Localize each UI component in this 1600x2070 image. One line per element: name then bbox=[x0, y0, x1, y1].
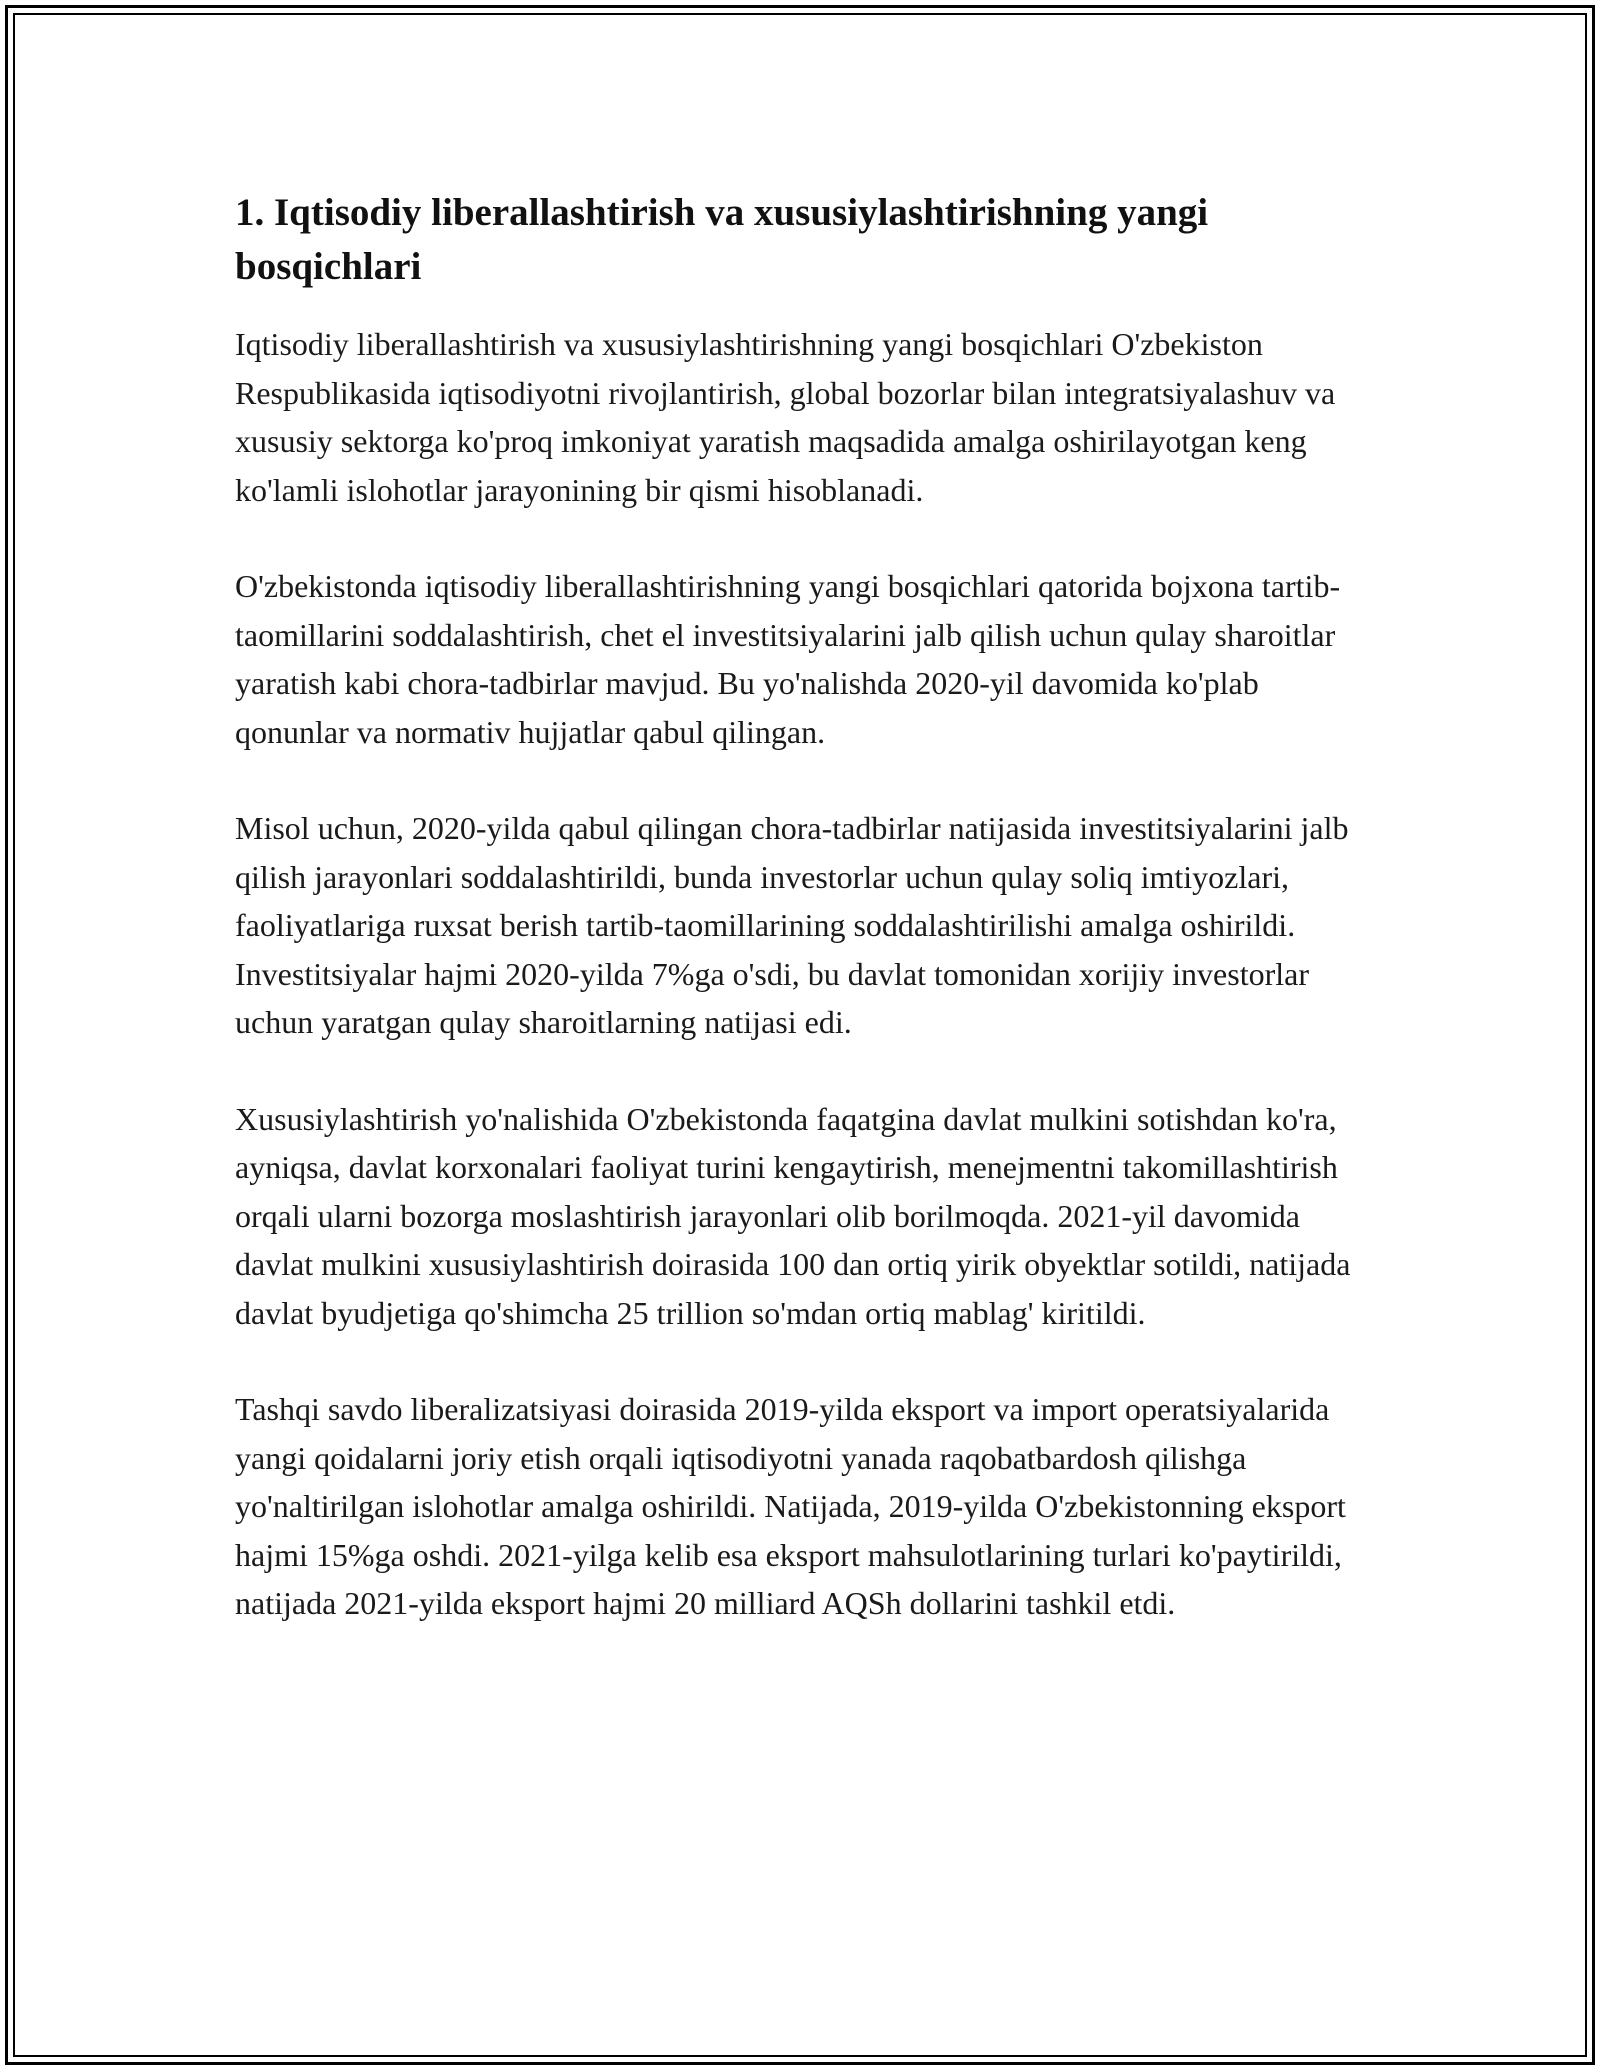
paragraph-new-stages: O'zbekistonda iqtisodiy liberallashtirishning yangi bosqichlari qatorida bojxona tartib-taomillarini soddalashtirish, chet el investitsiyalarini jalb qilish uchun qulay sharoitlar yaratish kabi chora-tadbirlar mavjud. Bu yo'nalishda 2020-yil davomida ko'plab qonunlar va normativ hujjatlar qabul qilingan. bbox=[235, 568, 1341, 750]
paragraph-intro: Iqtisodiy liberallashtirish va xususiylashtirishning yangi bosqichlari O'zbekiston Respublikasida iqtisodiyotni rivojlantirish, global bozorlar bilan integratsiyalashuv va xususiy sektorga ko'proq imkoniyat yaratish maqsadida amalga oshirilayotgan keng ko'lamli islohotlar jarayonining bir qismi hisoblanadi. bbox=[235, 326, 1336, 508]
paragraph-investment-example: Misol uchun, 2020-yilda qabul qilingan chora-tadbirlar natijasida investitsiyalarini jalb qilish jarayonlari soddalashtirildi, bunda investorlar uchun qulay soliq imtiyozlari, faoliyatlariga ruxsat berish tartib-taomillarining soddalashtirilishi amalga oshirildi. Investitsiyalar hajmi 2020-yilda 7%ga o'sdi, bu davlat tomonidan xorijiy investorlar uchun yaratgan qulay sharoitlarning natijasi edi. bbox=[235, 810, 1349, 1040]
document-body bbox=[235, 186, 1375, 1676]
section-heading: 1. Iqtisodiy liberallashtirish va xususiylashtirishning yangi bosqichlari bbox=[235, 191, 1209, 288]
paragraph-privatization: Xususiylashtirish yo'nalishida O'zbekistonda faqatgina davlat mulkini sotishdan ko'ra, ayniqsa, davlat korxonalari faoliyat turini kengaytirish, menejmentni takomillashtirish orqali ularni bozorga moslashtirish jarayonlari olib borilmoqda. 2021-yil davomida davlat mulkini xususiylashtirish doirasida 100 dan ortiq yirik obyektlar sotildi, natijada davlat byudjetiga qo'shimcha 25 trillion so'mdan ortiq mablag' kiritildi. bbox=[235, 1100, 1351, 1331]
paragraph-foreign-trade: Tashqi savdo liberalizatsiyasi doirasida 2019-yilda eksport va import operatsiyalarida yangi qoidalarni joriy etish orqali iqtisodiyotni yanada raqobatbardosh qilishga yo'naltirilgan islohotlar amalga oshirildi. Natijada, 2019-yilda O'zbekistonning eksport hajmi 15%ga oshdi. 2021-yilga kelib esa eksport mahsulotlarining turlari ko'paytirildi, natijada 2021-yilda eksport hajmi 20 milliard AQSh dollarini tashkil etdi. bbox=[235, 1391, 1346, 1621]
